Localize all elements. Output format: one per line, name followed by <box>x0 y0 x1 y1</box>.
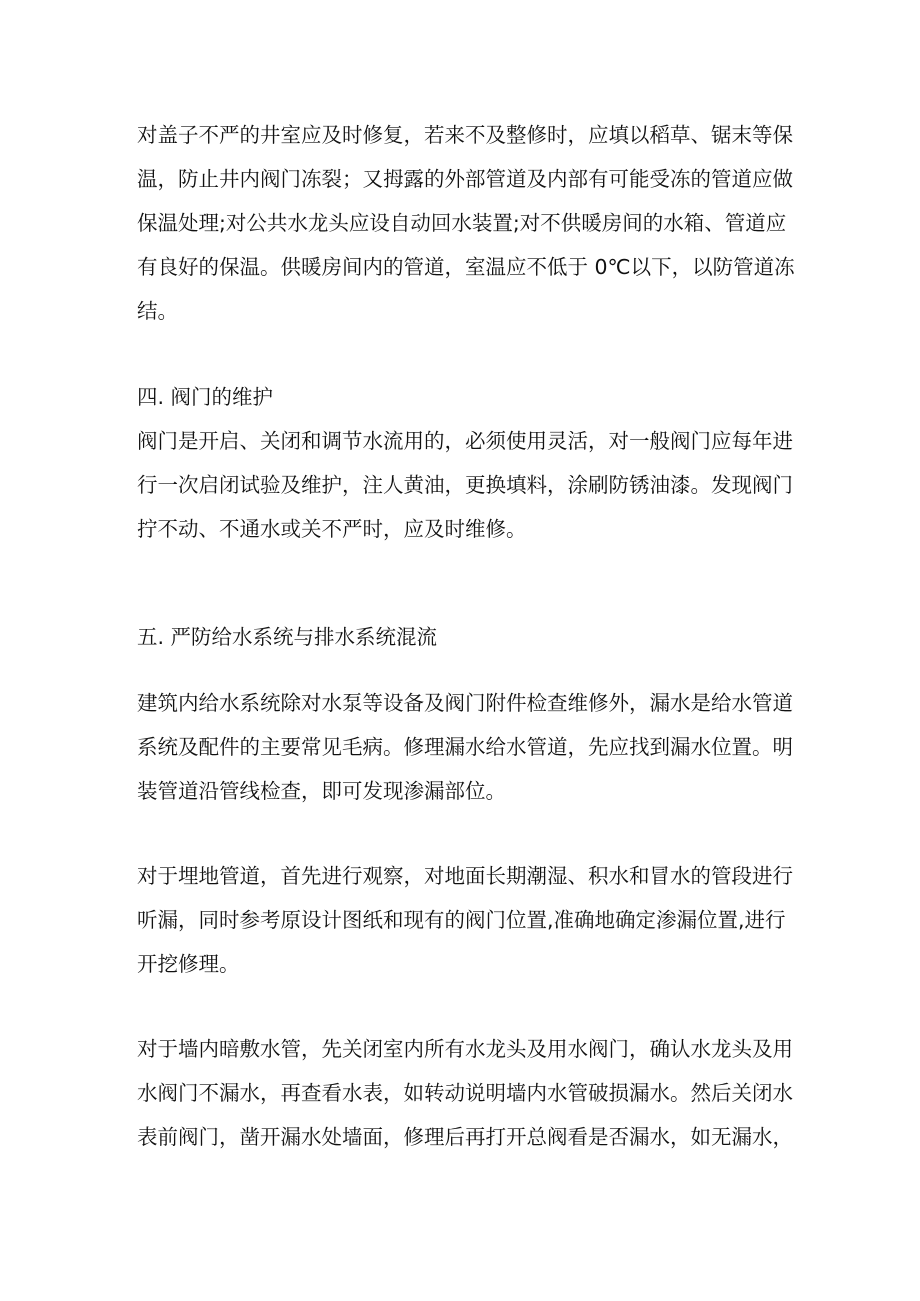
text-line: 系统及配件的主要常见毛病。修理漏水给水管道，先应找到漏水位置。明 <box>137 735 793 759</box>
paragraph-valve-maintenance <box>137 419 793 551</box>
paragraph-concealed-pipes <box>137 1027 793 1159</box>
paragraph-leak-inspection <box>137 681 793 813</box>
text-line: 开挖修理。 <box>137 952 240 976</box>
section-heading-valve-maintenance: 四. 阀门的维护 <box>137 385 274 409</box>
text-line: 有良好的保温。供暖房间内的管道，室温应不低于 0℃以下，以防管道冻 <box>137 255 795 279</box>
text-line: 对于墙内暗敷水管，先关闭室内所有水龙头及用水阀门，确认水龙头及用 <box>137 1037 793 1061</box>
section-heading-prevent-mixing: 五. 严防给水系统与排水系统混流 <box>137 625 438 649</box>
text-line: 结。 <box>137 299 178 323</box>
text-line: 温，防止井内阀门冻裂；又拇露的外部管道及内部有可能受冻的管道应做 <box>137 167 793 191</box>
text-line: 对于埋地管道，首先进行观察，对地面长期潮湿、积水和冒水的管段进行 <box>137 864 793 888</box>
text-line: 表前阀门，凿开漏水处墙面，修理后再打开总阀看是否漏水，如无漏水， <box>137 1125 793 1149</box>
text-line: 对盖子不严的井室应及时修复，若来不及整修时，应填以稻草、锯末等保 <box>137 123 793 147</box>
text-line: 建筑内给水系统除对水泵等设备及阀门附件检查维修外，漏水是给水管道 <box>137 691 793 715</box>
text-line: 听漏，同时参考原设计图纸和现有的阀门位置,准确地确定渗漏位置,进行 <box>137 908 786 932</box>
text-line: 保温处理;对公共水龙头应设自动回水装置;对不供暖房间的水箱、管道应 <box>137 211 787 235</box>
text-line: 装管道沿管线检查，即可发现渗漏部位。 <box>137 779 506 803</box>
paragraph-buried-pipes <box>137 854 793 986</box>
text-line: 行一次启闭试验及维护，注人黄油，更换填料，涂刷防锈油漆。发现阀门 <box>137 473 793 497</box>
text-line: 阀门是开启、关闭和调节水流用的，必须使用灵活，对一般阀门应每年进 <box>137 429 793 453</box>
text-line: 拧不动、不通水或关不严时，应及时维修。 <box>137 517 527 541</box>
text-line: 水阀门不漏水，再查看水表，如转动说明墙内水管破损漏水。然后关闭水 <box>137 1081 793 1105</box>
paragraph-freeze-protection <box>137 113 795 333</box>
